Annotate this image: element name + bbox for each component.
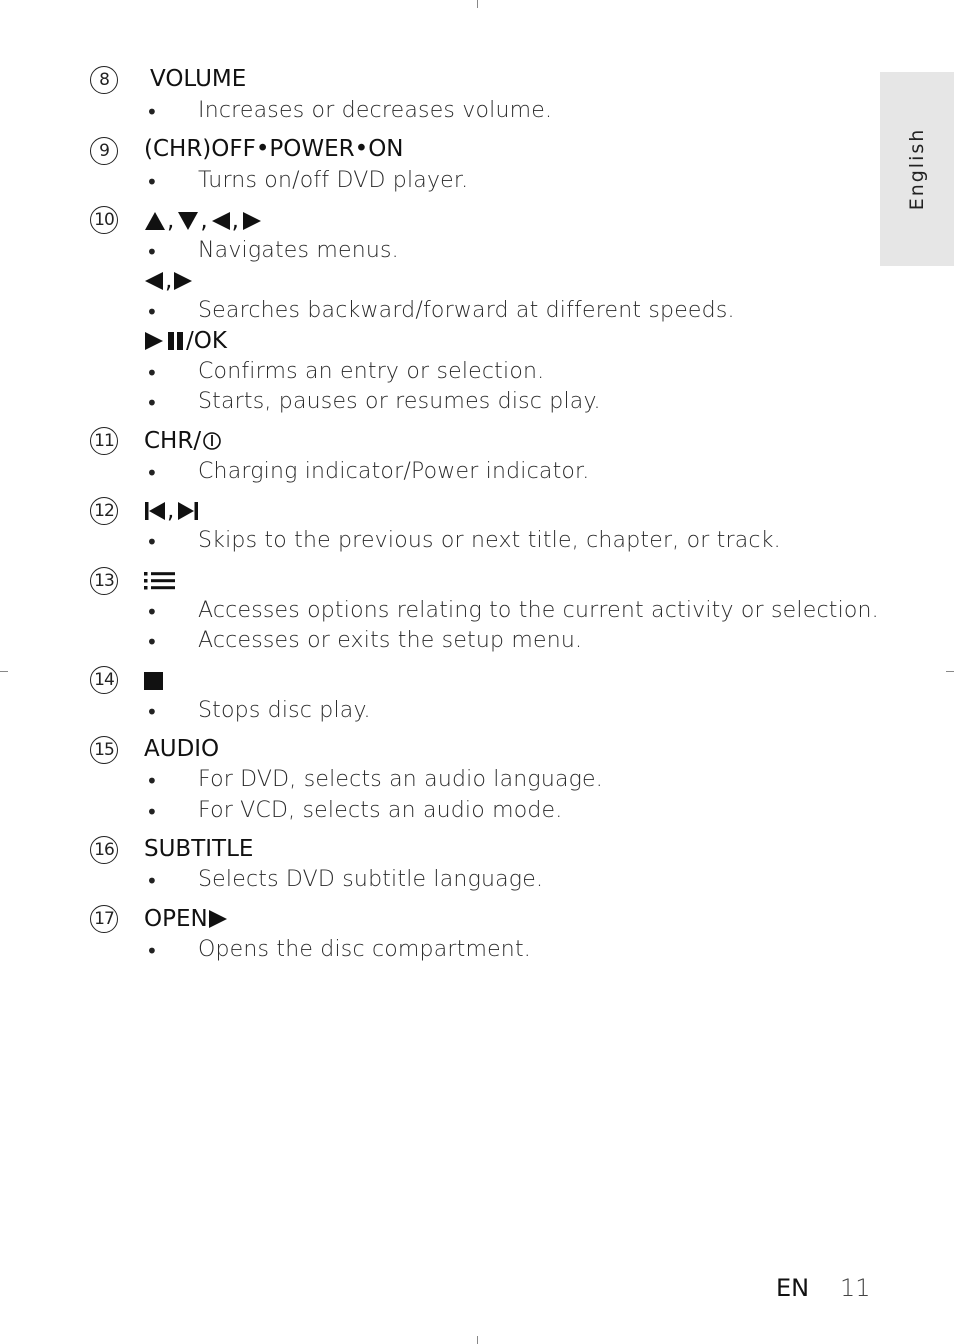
item-title-skip: , [144, 498, 199, 524]
bullet-icon: • [146, 700, 158, 724]
page-number: 11 [840, 1274, 871, 1302]
item-description: Turns on/off DVD player. [198, 168, 469, 193]
pause-icon [166, 331, 186, 351]
options-menu-icon [144, 570, 176, 592]
play-icon [144, 331, 164, 351]
item-description: Skips to the previous or next title, chapter, or track. [198, 528, 781, 553]
item-description: Searches backward/forward at different speeds. [198, 298, 735, 323]
arrow-right-icon [242, 211, 262, 231]
bullet-icon: • [146, 530, 158, 554]
item-title-options [144, 568, 176, 594]
language-tab [880, 72, 954, 266]
item-title: VOLUME [150, 66, 247, 92]
crop-mark [477, 0, 478, 8]
item-description: Stops disc play. [198, 698, 371, 723]
item-description: Increases or decreases volume. [198, 98, 553, 123]
item-description: For VCD, selects an audio mode. [198, 798, 563, 823]
eject-arrow-icon [208, 909, 228, 929]
item-number: 17 [90, 905, 118, 933]
bullet-icon: • [146, 869, 158, 893]
ok-label: /OK [186, 328, 227, 354]
arrow-right-icon [173, 271, 193, 291]
item-title: CHR/ [144, 427, 222, 455]
bullet-icon: • [146, 391, 158, 415]
item-description: Opens the disc compartment. [198, 937, 531, 962]
item-description: For DVD, selects an audio language. [198, 767, 603, 792]
bullet-icon: • [146, 800, 158, 824]
item-number: 11 [90, 427, 118, 455]
bullet-icon: • [146, 939, 158, 963]
item-number: 12 [90, 497, 118, 525]
item-description: Starts, pauses or resumes disc play. [198, 389, 601, 414]
language-label: English [906, 127, 928, 211]
arrow-left-icon [211, 211, 231, 231]
arrow-up-icon [144, 211, 166, 231]
item-number: 8 [90, 66, 118, 94]
arrow-down-icon [177, 211, 199, 231]
bullet-icon: • [146, 100, 158, 124]
bullet-icon: • [146, 461, 158, 485]
bullet-icon: • [146, 600, 158, 624]
stop-icon [144, 671, 164, 691]
item-description: Navigates menus. [198, 238, 399, 263]
arrow-left-icon [144, 271, 164, 291]
crop-mark [477, 1336, 478, 1344]
skip-next-icon [177, 501, 199, 521]
bullet-icon: • [146, 769, 158, 793]
item-description: Selects DVD subtitle language. [198, 867, 544, 892]
item-title: SUBTITLE [144, 836, 254, 862]
item-title: (CHR)OFF•POWER•ON [144, 136, 404, 162]
bullet-icon: • [146, 170, 158, 194]
footer-language-code: EN [776, 1274, 810, 1302]
item-number: 14 [90, 666, 118, 694]
item-number: 15 [90, 736, 118, 764]
crop-mark [946, 671, 954, 672]
power-icon [202, 431, 222, 451]
bullet-icon: • [146, 300, 158, 324]
item-description: Accesses or exits the setup menu. [198, 628, 583, 653]
item-title-stop [144, 670, 164, 692]
item-description: Confirms an entry or selection. [198, 359, 545, 384]
bullet-icon: • [146, 240, 158, 264]
item-title: OPEN [144, 905, 228, 933]
item-title-arrows: , , , [144, 208, 262, 234]
item-number: 13 [90, 567, 118, 595]
item-description: Accesses options relating to the current activity or selection. [198, 598, 879, 623]
subitem-search-arrows: , [144, 268, 193, 294]
bullet-icon: • [146, 361, 158, 385]
item-description: Charging indicator/Power indicator. [198, 459, 590, 484]
crop-mark [0, 671, 8, 672]
skip-previous-icon [144, 501, 166, 521]
item-number: 9 [90, 137, 118, 165]
bullet-icon: • [146, 630, 158, 654]
item-number: 10 [90, 206, 118, 234]
subitem-play-pause-ok [144, 328, 227, 354]
item-number: 16 [90, 836, 118, 864]
item-title: AUDIO [144, 736, 220, 762]
